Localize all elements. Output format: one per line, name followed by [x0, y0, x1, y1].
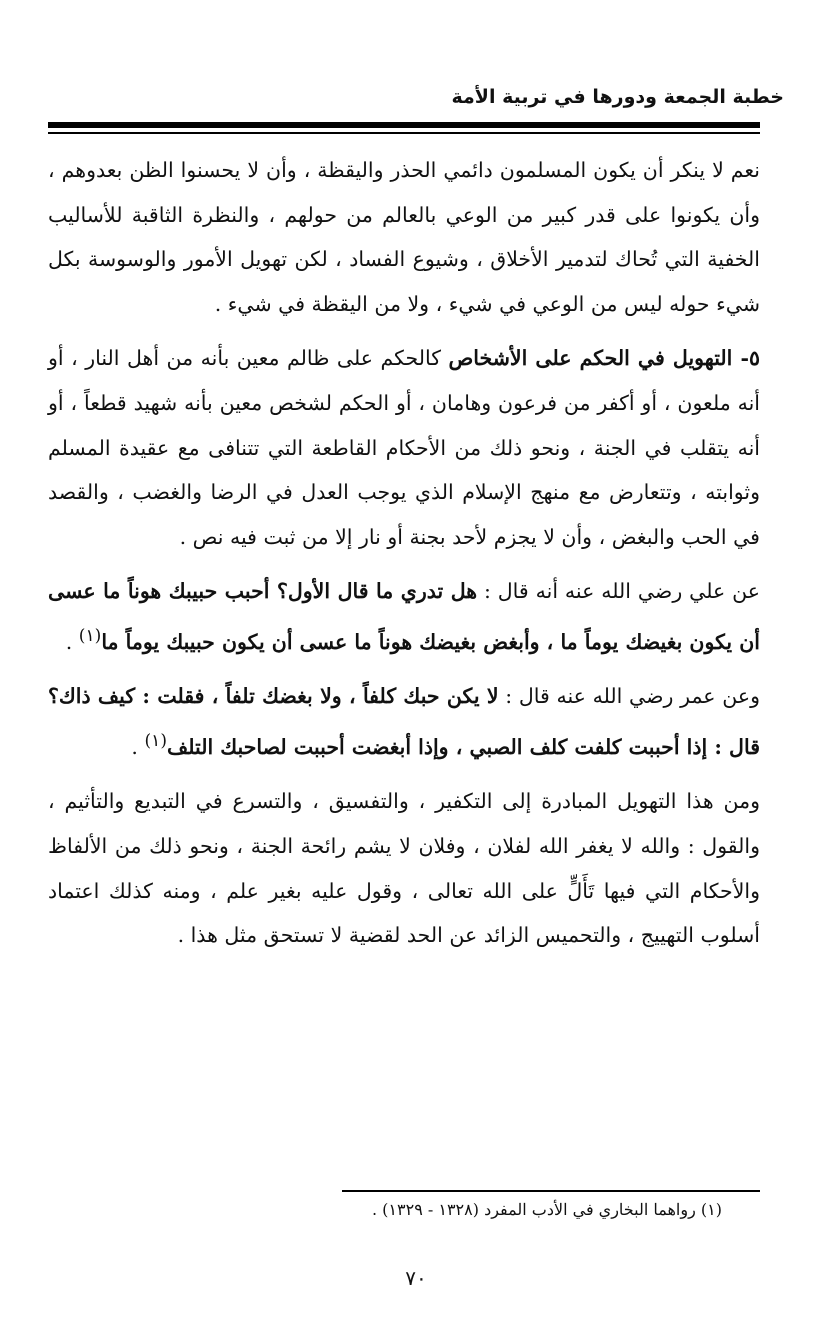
- section-heading: ٥- التهويل في الحكم على الأشخاص: [448, 346, 760, 371]
- paragraph-2: [48, 336, 760, 559]
- quote-lead: وعن عمر رضي الله عنه قال :: [498, 684, 760, 709]
- quote-lead: عن علي رضي الله عنه أنه قال :: [477, 579, 760, 604]
- quote-tail: .: [65, 629, 79, 654]
- footnote-rule: [342, 1190, 760, 1192]
- paragraph-text: نعم لا ينكر أن يكون المسلمون دائمي الحذر واليقظة ، وأن لا يحسنوا الظن بعدوهم ، وأن يكونوا على قدر كبير من الوعي بالعالم من حولهم ، والنظرة الثاقبة للأساليب الخفية التي تُحاك لتدمير الأخلاق ، وشيوع الفساد ، لكن تهويل الأمور والوسوسة بكل شيء حوله ليس من الوعي في شيء ، ولا من اليقظة في شيء .: [48, 158, 760, 316]
- paragraph-1: [48, 148, 760, 326]
- running-title: خطبة الجمعة ودورها في تربية الأمة: [451, 86, 784, 108]
- page-number: ٧٠: [405, 1266, 427, 1290]
- quote-text: هل تدري ما قال الأول؟ أحبب حبيبك هوناً ما عسى أن يكون بغيضك يوماً ما ، وأبغض بغيضك هوناً ما عسى أن يكون حبيبك يوماً ما: [48, 579, 760, 654]
- header-rule-thick: [48, 122, 760, 128]
- paragraph-4: [48, 674, 760, 769]
- footnote-marker: (١): [78, 625, 102, 646]
- quote-text: لا يكن حبك كلفاً ، ولا بغضك تلفاً ، فقلت : كيف ذاك؟ قال : إذا أحببت كلفت كلف الصبي ، وإذا أبغضت أحببت لصاحبك التلف: [48, 684, 760, 759]
- footnote: (١) رواهما البخاري في الأدب المفرد (١٣٢٨ - ١٣٢٩) .: [371, 1200, 722, 1219]
- footnote-marker: (١): [144, 730, 167, 751]
- paragraph-5: [48, 779, 760, 957]
- paragraph-3: [48, 569, 760, 664]
- header-rule-thin: [48, 132, 760, 134]
- paragraph-text: كالحكم على ظالم معين بأنه من أهل النار ، أو أنه ملعون ، أو أكفر من فرعون وهامان ، أو الحكم لشخص معين بأنه شهيد قطعاً ، أو أنه يتقلب في الجنة ، ونحو ذلك من الأحكام القاطعة التي تتنافى مع عقيدة المسلم وثوابته ، وتتعارض مع منهج الإسلام الذي يوجب العدل في الرضا والغضب ، والقصد في الحب والبغض ، وأن لا يجزم لأحد بجنة أو نار إلا من ثبت فيه نص .: [48, 346, 760, 549]
- body-text: [48, 148, 760, 958]
- quote-tail: .: [131, 734, 145, 759]
- paragraph-text: ومن هذا التهويل المبادرة إلى التكفير ، والتفسيق ، والتسرع في التبديع والتأثيم ، والقول : والله لا يغفر الله لفلان ، وفلان لا يشم رائحة الجنة ، ونحو ذلك من الألفاظ والأحكام التي فيها تَأَلٍّ على الله تعالى ، وقول عليه بغير علم ، ومنه كذلك اعتماد أسلوب التهييج ، والتحميس الزائد عن الحد لقضية لا تستحق مثل هذا .: [48, 789, 760, 948]
